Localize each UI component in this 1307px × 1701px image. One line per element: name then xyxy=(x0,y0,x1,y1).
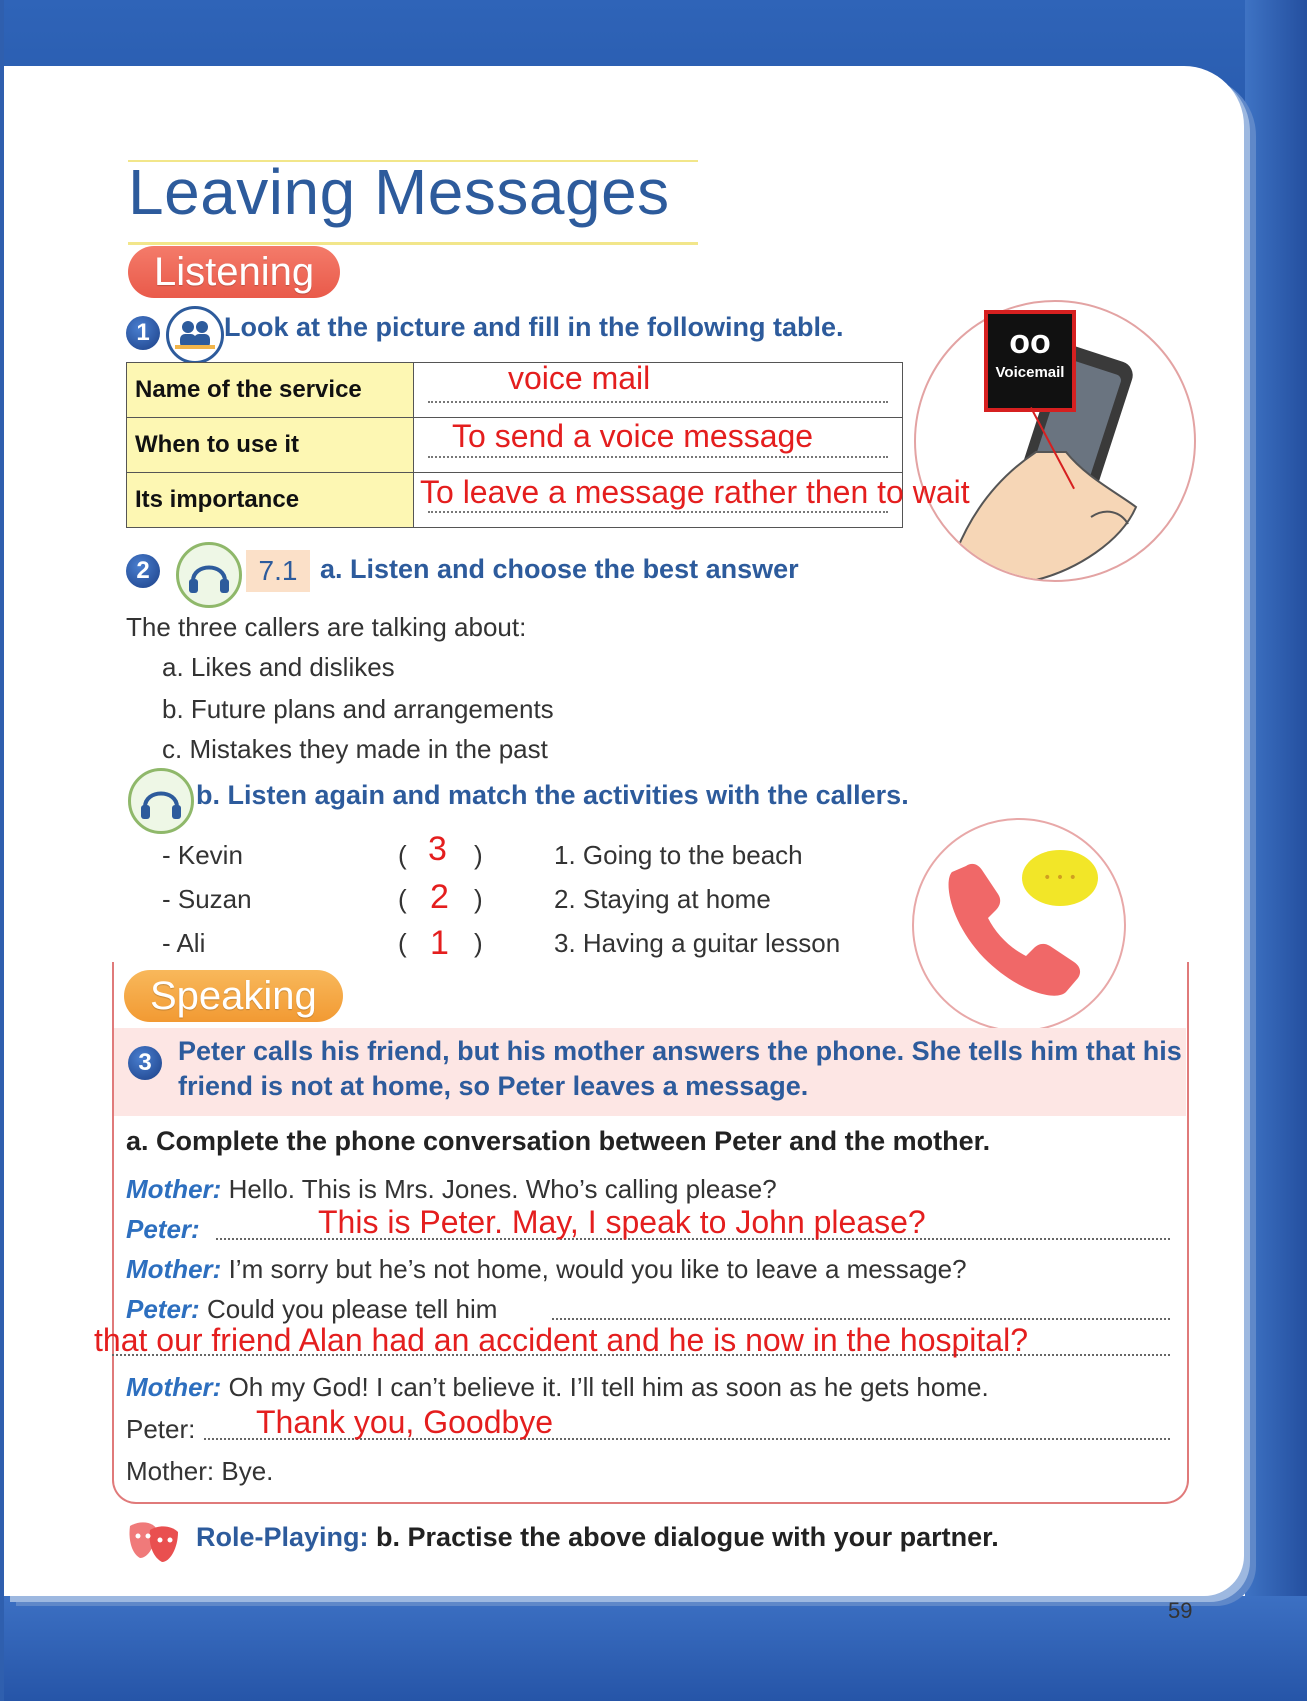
dotted-line xyxy=(428,511,888,513)
option-a[interactable]: a. Likes and dislikes xyxy=(162,652,395,682)
voicemail-icon: oo xyxy=(1009,323,1051,361)
speech-bubble-icon xyxy=(1022,850,1098,906)
answer-peter-2[interactable]: that our friend Alan had an accident and he is now in the hospital? xyxy=(94,1322,1028,1358)
role-play-instruction xyxy=(196,1522,999,1553)
answer-suzan[interactable]: 2 xyxy=(430,878,449,916)
headphones-icon xyxy=(176,542,242,608)
answer-when-to-use: To send a voice message xyxy=(452,418,814,454)
dialogue-line-mother-1 xyxy=(126,1174,777,1205)
answer-paren-close: ) xyxy=(474,840,483,870)
service-name-label: Name of the service xyxy=(127,363,414,418)
speaker-label: Peter: xyxy=(126,1414,196,1444)
caller-kevin: - Kevin xyxy=(162,840,243,870)
headphones-icon xyxy=(128,768,194,834)
dialogue-line-peter-1 xyxy=(126,1214,200,1245)
page-title: Leaving Messages xyxy=(128,156,670,228)
question-stem: The three callers are talking about: xyxy=(126,612,527,642)
speaker-label: Peter: xyxy=(126,1294,200,1324)
page-frame-bottom xyxy=(0,1596,1307,1701)
answer-peter-1[interactable]: This is Peter. May, I speak to John please? xyxy=(318,1204,926,1240)
dialogue-line-mother-4: Mother: Bye. xyxy=(126,1456,274,1486)
title-rule-bottom xyxy=(128,242,698,245)
speaker-label: Mother: xyxy=(126,1254,222,1284)
exercise-2a-instruction: a. Listen and choose the best answer xyxy=(320,554,799,584)
dialogue-text: Hello. This is Mrs. Jones. Who’s calling please? xyxy=(228,1174,777,1204)
exercise-3-prompt: Peter calls his friend, but his mother answers the phone. She tells him that his friend is not at home, so Peter leaves a message. xyxy=(178,1036,1182,1101)
page-frame-right xyxy=(1245,0,1307,1701)
listening-label: Listening xyxy=(128,246,340,298)
importance-label: Its importance xyxy=(127,473,414,528)
voicemail-badge-label: Voicemail xyxy=(995,364,1065,381)
answer-importance: To leave a message rather then to wait xyxy=(420,474,970,510)
pair-work-icon xyxy=(166,306,224,364)
answer-peter-3[interactable]: Thank you, Goodbye xyxy=(256,1404,554,1440)
dialogue-line-mother-2 xyxy=(126,1254,967,1285)
speaker-label: Peter: xyxy=(126,1214,200,1244)
caller-ali: - Ali xyxy=(162,928,206,958)
speaker-label: Mother: xyxy=(126,1372,222,1402)
caller-suzan: - Suzan xyxy=(162,884,252,914)
answer-paren-close: ) xyxy=(474,884,483,914)
theatre-masks-icon xyxy=(126,1518,182,1566)
answer-paren-close: ) xyxy=(474,928,483,958)
answer-line xyxy=(552,1318,1170,1320)
when-to-use-label: When to use it xyxy=(127,418,414,473)
dialogue-line-peter-3 xyxy=(126,1414,195,1445)
speaker-label: Mother: xyxy=(126,1174,222,1204)
dotted-line xyxy=(428,401,888,403)
exercise-1-instruction: Look at the picture and fill in the following table. xyxy=(224,312,844,342)
dotted-line xyxy=(428,456,888,458)
dialogue-line-mother-3 xyxy=(126,1372,989,1403)
option-c[interactable]: c. Mistakes they made in the past xyxy=(162,734,548,764)
exercise-3-number: 3 xyxy=(128,1046,162,1080)
dialogue-text: I’m sorry but he’s not home, would you like to leave a message? xyxy=(228,1254,967,1284)
voicemail-badge xyxy=(984,310,1076,412)
answer-service-name: voice mail xyxy=(508,360,651,396)
speaking-label: Speaking xyxy=(124,970,343,1022)
dialogue-text: Could you please tell him xyxy=(206,1294,498,1324)
service-name-cell[interactable] xyxy=(414,363,903,418)
answer-ali[interactable]: 1 xyxy=(430,924,449,962)
role-play-text: b. Practise the above dialogue with your partner. xyxy=(376,1522,999,1552)
answer-kevin[interactable]: 3 xyxy=(428,830,447,868)
dialogue-text: Oh my God! I can’t believe it. I’ll tell him as soon as he gets home. xyxy=(228,1372,989,1402)
dialogue-line-peter-2 xyxy=(126,1294,497,1325)
exercise-1-number: 1 xyxy=(126,316,160,350)
role-play-label: Role-Playing: xyxy=(196,1522,369,1552)
answer-paren-open: ( xyxy=(398,928,407,958)
answer-paren-open: ( xyxy=(398,840,407,870)
activity-3: 3. Having a guitar lesson xyxy=(554,928,841,958)
speech-bubble-dots: • • • xyxy=(1043,870,1077,886)
exercise-2-number: 2 xyxy=(126,554,160,588)
option-b[interactable]: b. Future plans and arrangements xyxy=(162,694,554,724)
activity-2: 2. Staying at home xyxy=(554,884,771,914)
activity-1: 1. Going to the beach xyxy=(554,840,803,870)
audio-track-number: 7.1 xyxy=(246,550,310,592)
exercise-3a-instruction: a. Complete the phone conversation between Peter and the mother. xyxy=(126,1126,991,1156)
exercise-2b-instruction: b. Listen again and match the activities with the callers. xyxy=(196,780,909,810)
answer-paren-open: ( xyxy=(398,884,407,914)
page-number: 59 xyxy=(1168,1598,1193,1623)
